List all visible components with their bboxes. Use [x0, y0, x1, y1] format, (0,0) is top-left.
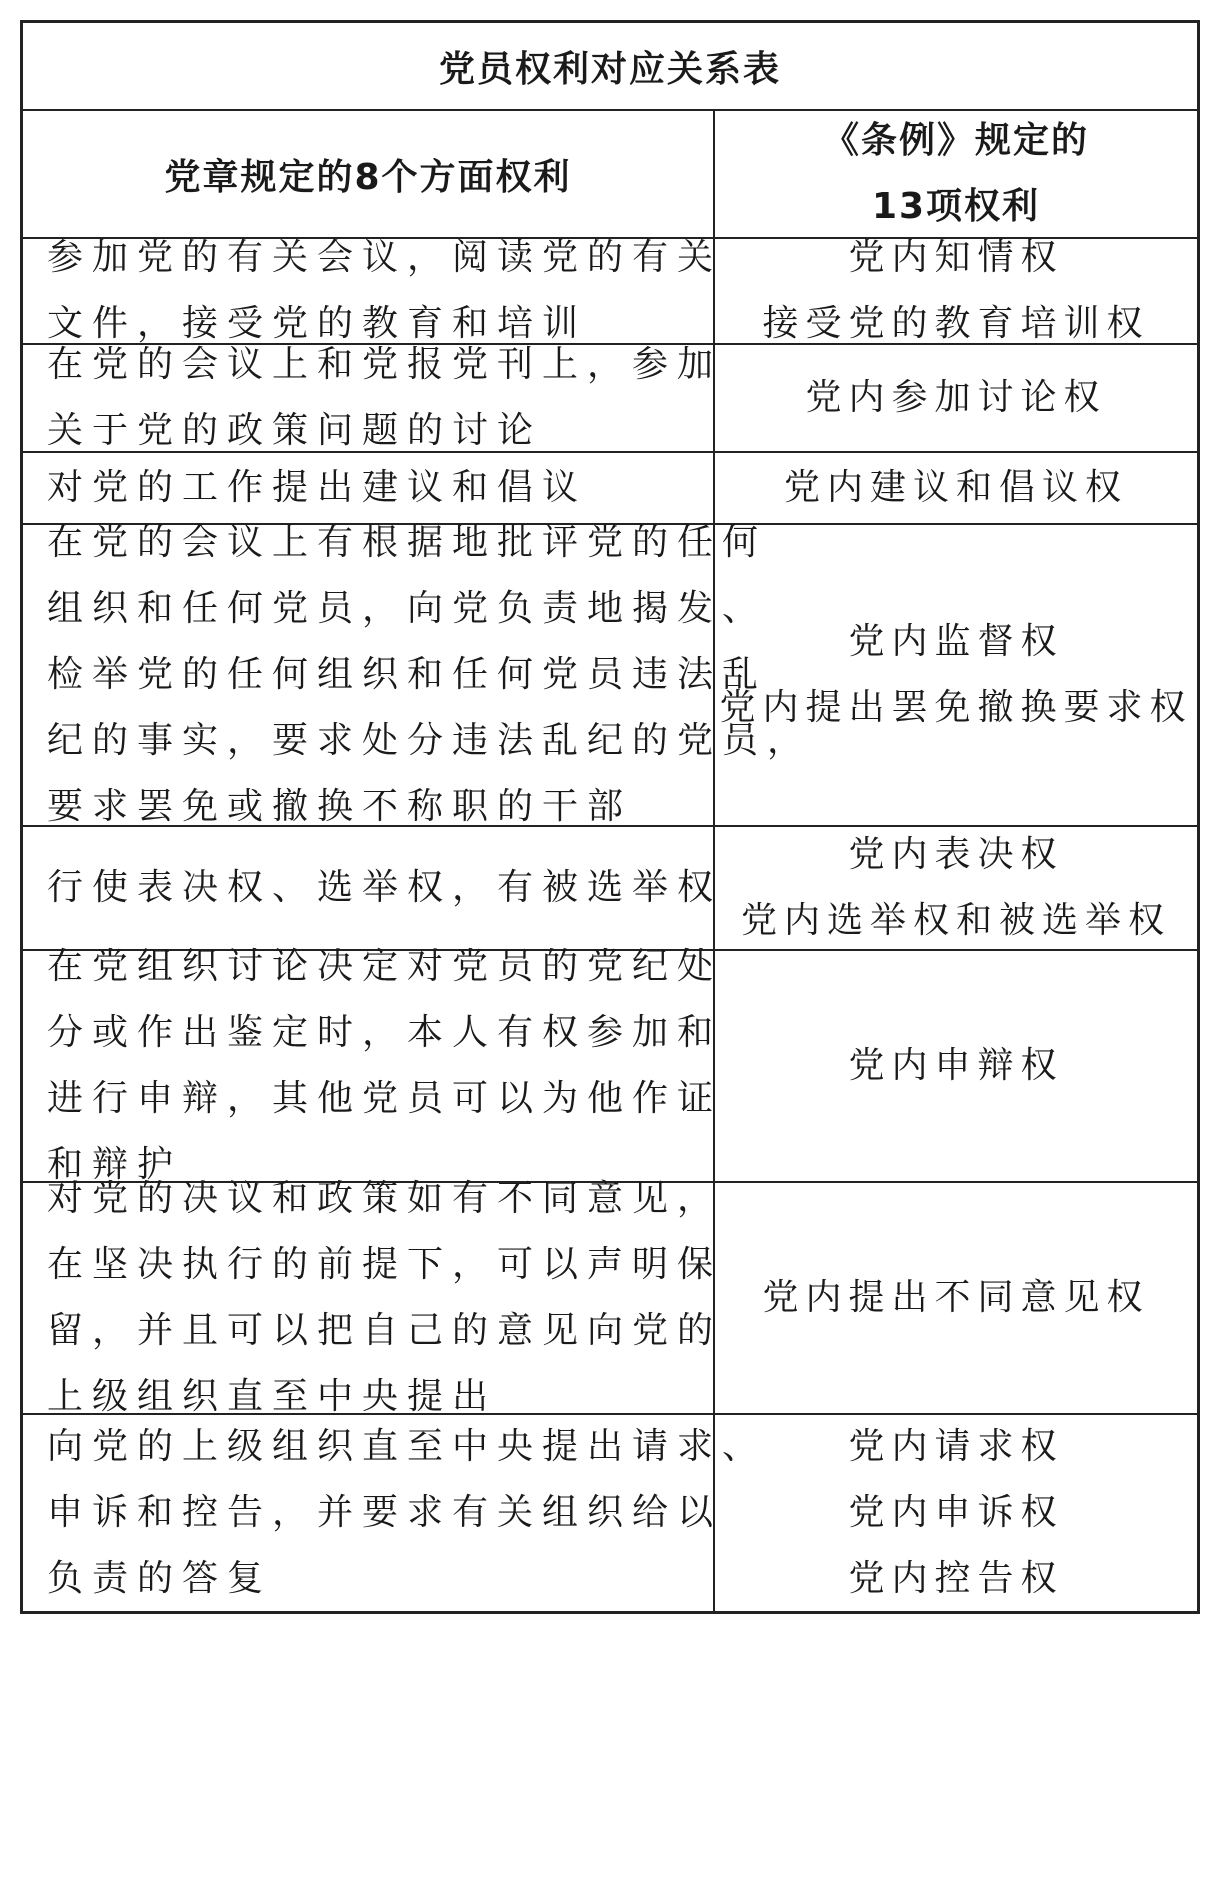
row-right-cell: [715, 1415, 1197, 1611]
rights-table: [20, 20, 1200, 1614]
row-left-cell: [23, 237, 723, 344]
row-left-cell: [23, 827, 723, 949]
cell-line: 在党组织讨论决定对党员的党纪处: [47, 946, 723, 987]
cell-line: 党内请求权: [848, 1426, 1064, 1467]
cell-line: 负责的答复: [47, 1558, 273, 1599]
cell-line: 党内建议和倡议权: [783, 467, 1128, 508]
cell-line: 党内控告权: [848, 1558, 1064, 1599]
cell-line: 党内监督权: [848, 621, 1064, 662]
cell-line: 文件，接受党的教育和培训: [47, 303, 588, 344]
row-left-cell: [23, 1178, 723, 1417]
cell-line: 党内参加讨论权: [805, 377, 1107, 418]
cell-line: 要求罢免或撤换不称职的干部: [47, 786, 633, 827]
cell-line: 在党的会议上有根据地批评党的任何: [47, 522, 768, 563]
row-right-cell: [715, 345, 1197, 451]
header-party-constitution-rights: 党章规定的8个方面权利: [23, 111, 715, 237]
cell-line: 党内申辩权: [848, 1045, 1064, 1086]
header-regulation-line2: 13项权利: [871, 186, 1041, 227]
table-row: [23, 522, 1197, 827]
cell-line: 留，并且可以把自己的意见向党的: [47, 1310, 723, 1351]
cell-line: 上级组织直至中央提出: [47, 1376, 498, 1417]
cell-line: 在党的会议上和党报党刊上，参加: [47, 344, 723, 385]
cell-line: 党内申诉权: [848, 1492, 1064, 1533]
header-regulation-rights: [715, 111, 1197, 237]
cell-line: 在坚决执行的前提下，可以声明保: [47, 1244, 723, 1285]
cell-line: 向党的上级组织直至中央提出请求、: [47, 1426, 768, 1467]
cell-line: 和辩护: [47, 1144, 183, 1185]
cell-line: 关于党的政策问题的讨论: [47, 410, 543, 451]
cell-line: 对党的决议和政策如有不同意见，: [47, 1178, 723, 1219]
row-left-cell: [23, 1415, 768, 1611]
row-right-cell: [715, 827, 1197, 949]
cell-line: 党内提出罢免撤换要求权: [719, 687, 1193, 728]
table-row: [23, 946, 1197, 1185]
cell-line: 参加党的有关会议，阅读党的有关: [47, 237, 723, 278]
row-right-cell: [715, 1183, 1197, 1413]
cell-line: 对党的工作提出建议和倡议: [47, 467, 588, 508]
cell-line: 进行申辩，其他党员可以为他作证: [47, 1078, 723, 1119]
table-row: [23, 827, 1197, 951]
row-left-cell: [23, 522, 813, 827]
table-row: [23, 1415, 1197, 1611]
table-row: [23, 1178, 1197, 1417]
row-right-cell: [715, 525, 1197, 825]
row-left-cell: [23, 946, 723, 1185]
cell-line: 党内表决权: [848, 834, 1064, 875]
cell-line: 检举党的任何组织和任何党员违法乱: [47, 654, 768, 695]
cell-line: 分或作出鉴定时，本人有权参加和: [47, 1012, 723, 1053]
cell-line: 接受党的教育培训权: [762, 303, 1150, 344]
table-title: 党员权利对应关系表: [23, 23, 1197, 111]
row-right-cell: [715, 453, 1197, 523]
header-regulation-line1: 《条例》规定的: [822, 120, 1089, 161]
cell-line: 组织和任何党员，向党负责地揭发、: [47, 588, 768, 629]
table-row: [23, 239, 1197, 345]
cell-line: 行使表决权、选举权，有被选举权: [47, 867, 723, 908]
table-row: [23, 345, 1197, 453]
cell-line: 党内选举权和被选举权: [740, 900, 1171, 941]
row-right-cell: [715, 951, 1197, 1181]
cell-line: 党内提出不同意见权: [762, 1277, 1150, 1318]
row-right-cell: [715, 239, 1197, 343]
cell-line: 申诉和控告，并要求有关组织给以: [47, 1492, 723, 1533]
table-header: [23, 111, 1197, 239]
cell-line: 党内知情权: [848, 237, 1064, 278]
cell-line: 纪的事实，要求处分违法乱纪的党员，: [47, 720, 813, 761]
row-left-cell: [23, 344, 723, 451]
